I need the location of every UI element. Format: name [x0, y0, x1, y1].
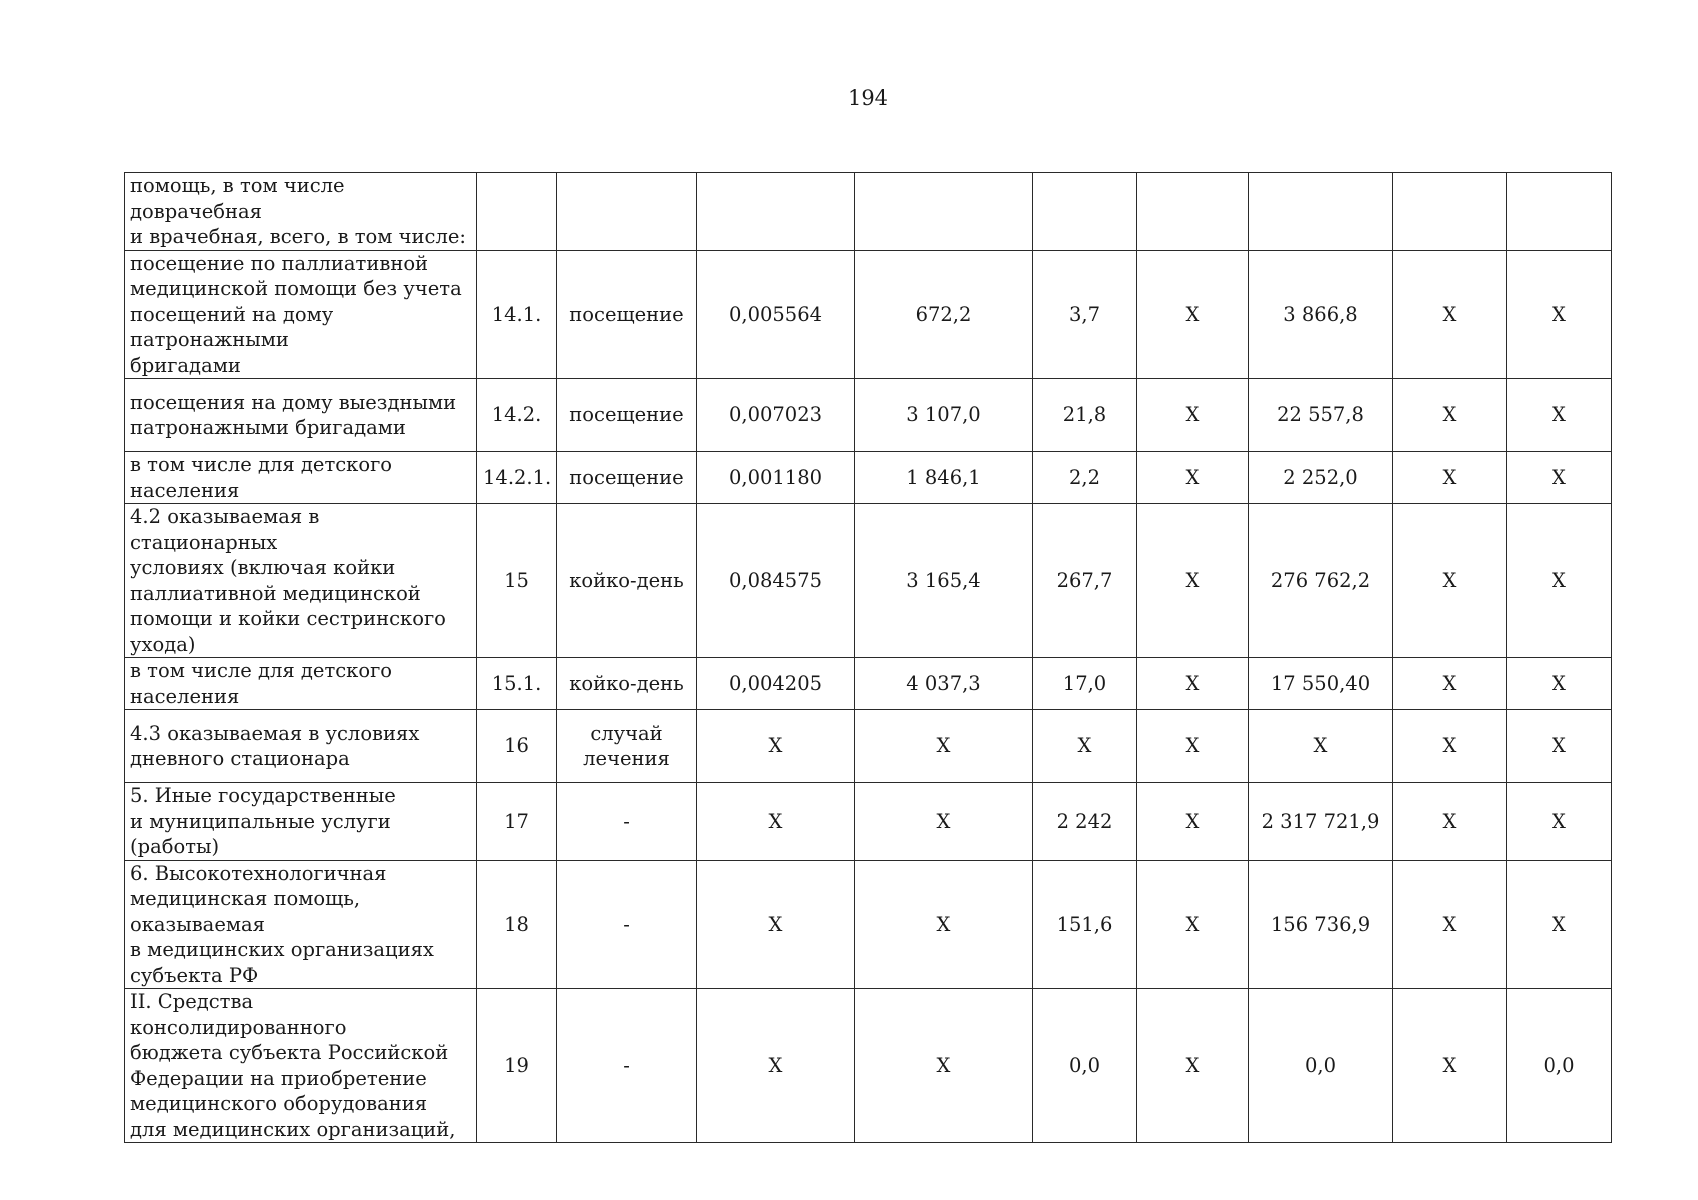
- row-name-cell: помощь, в том числе доврачебная и врачебная, всего, в том числе:: [125, 173, 477, 251]
- norm-cell: 0,004205: [697, 658, 855, 710]
- row-number-cell: 14.1.: [477, 250, 557, 379]
- row-name-cell: посещения на дому выездными патронажными бригадами: [125, 379, 477, 452]
- per-capita-cell: 2 242: [1033, 783, 1137, 861]
- row-name-cell: 4.2 оказываемая в стационарных условиях (включая койки паллиативной медицинской помощи и койки сестринского ухода): [125, 504, 477, 658]
- unit-cell: -: [557, 860, 697, 989]
- row-number-cell: 14.2.: [477, 379, 557, 452]
- total-oms-cell: X: [1393, 783, 1507, 861]
- unit-cell: койко-день: [557, 504, 697, 658]
- row-name-cell: II. Средства консолидированного бюджета субъекта Российской Федерации на приобретение медицинского оборудования для медицинских организаций,: [125, 989, 477, 1143]
- total-oms-cell: X: [1393, 860, 1507, 989]
- per-capita-oms-cell: X: [1137, 989, 1249, 1143]
- table-row: [125, 504, 1612, 658]
- cost-cell: X: [855, 860, 1033, 989]
- row-number-cell: 15.1.: [477, 658, 557, 710]
- unit-cell: койко-день: [557, 658, 697, 710]
- norm-cell: 0,007023: [697, 379, 855, 452]
- per-capita-cell: [1033, 173, 1137, 251]
- table-row: [125, 452, 1612, 504]
- norm-cell: X: [697, 783, 855, 861]
- percent-cell: X: [1507, 250, 1612, 379]
- per-capita-oms-cell: X: [1137, 504, 1249, 658]
- total-cell: 3 866,8: [1249, 250, 1393, 379]
- percent-cell: [1507, 173, 1612, 251]
- percent-cell: X: [1507, 658, 1612, 710]
- table-row: [125, 658, 1612, 710]
- row-name-cell: в том числе для детского населения: [125, 452, 477, 504]
- per-capita-cell: 0,0: [1033, 989, 1137, 1143]
- cost-cell: X: [855, 783, 1033, 861]
- table-row: [125, 250, 1612, 379]
- row-name-cell: в том числе для детского населения: [125, 658, 477, 710]
- unit-cell: посещение: [557, 250, 697, 379]
- cost-cell: 3 107,0: [855, 379, 1033, 452]
- unit-cell: случай лечения: [557, 710, 697, 783]
- row-name-cell: 6. Высокотехнологичная медицинская помощь, оказываемая в медицинских организациях субъекта РФ: [125, 860, 477, 989]
- table-row: [125, 379, 1612, 452]
- norm-cell: 0,005564: [697, 250, 855, 379]
- per-capita-oms-cell: X: [1137, 860, 1249, 989]
- unit-cell: посещение: [557, 452, 697, 504]
- page-number: 194: [847, 86, 889, 110]
- row-name-cell: 5. Иные государственные и муниципальные услуги (работы): [125, 783, 477, 861]
- cost-cell: X: [855, 989, 1033, 1143]
- percent-cell: 0,0: [1507, 989, 1612, 1143]
- total-cell: 156 736,9: [1249, 860, 1393, 989]
- table-row: [125, 783, 1612, 861]
- cost-cell: 3 165,4: [855, 504, 1033, 658]
- per-capita-oms-cell: X: [1137, 658, 1249, 710]
- table-row: [125, 989, 1612, 1143]
- total-cell: 276 762,2: [1249, 504, 1393, 658]
- per-capita-cell: 2,2: [1033, 452, 1137, 504]
- norm-cell: X: [697, 710, 855, 783]
- norm-cell: X: [697, 860, 855, 989]
- table-row: [125, 860, 1612, 989]
- row-number-cell: 14.2.1.: [477, 452, 557, 504]
- per-capita-oms-cell: X: [1137, 783, 1249, 861]
- norm-cell: X: [697, 989, 855, 1143]
- row-number-cell: 19: [477, 989, 557, 1143]
- total-oms-cell: X: [1393, 452, 1507, 504]
- per-capita-oms-cell: X: [1137, 250, 1249, 379]
- row-number-cell: 16: [477, 710, 557, 783]
- norm-cell: 0,001180: [697, 452, 855, 504]
- per-capita-cell: X: [1033, 710, 1137, 783]
- norm-cell: [697, 173, 855, 251]
- table-row: [125, 710, 1612, 783]
- per-capita-oms-cell: [1137, 173, 1249, 251]
- percent-cell: X: [1507, 710, 1612, 783]
- percent-cell: X: [1507, 504, 1612, 658]
- total-cell: 2 252,0: [1249, 452, 1393, 504]
- total-cell: 2 317 721,9: [1249, 783, 1393, 861]
- table-body: [125, 173, 1612, 1143]
- total-oms-cell: X: [1393, 710, 1507, 783]
- unit-cell: -: [557, 989, 697, 1143]
- norm-cell: 0,084575: [697, 504, 855, 658]
- per-capita-oms-cell: X: [1137, 452, 1249, 504]
- row-name-cell: 4.3 оказываемая в условиях дневного стационара: [125, 710, 477, 783]
- per-capita-cell: 21,8: [1033, 379, 1137, 452]
- cost-cell: 1 846,1: [855, 452, 1033, 504]
- row-name-cell: посещение по паллиативной медицинской помощи без учета посещений на дому патронажными бригадами: [125, 250, 477, 379]
- per-capita-oms-cell: X: [1137, 710, 1249, 783]
- row-number-cell: 15: [477, 504, 557, 658]
- unit-cell: посещение: [557, 379, 697, 452]
- total-oms-cell: X: [1393, 379, 1507, 452]
- row-number-cell: 17: [477, 783, 557, 861]
- percent-cell: X: [1507, 452, 1612, 504]
- per-capita-cell: 267,7: [1033, 504, 1137, 658]
- percent-cell: X: [1507, 783, 1612, 861]
- cost-cell: X: [855, 710, 1033, 783]
- row-number-cell: [477, 173, 557, 251]
- total-cell: X: [1249, 710, 1393, 783]
- cost-cell: 672,2: [855, 250, 1033, 379]
- total-oms-cell: X: [1393, 504, 1507, 658]
- cost-cell: 4 037,3: [855, 658, 1033, 710]
- cost-cell: [855, 173, 1033, 251]
- per-capita-cell: 17,0: [1033, 658, 1137, 710]
- percent-cell: X: [1507, 379, 1612, 452]
- row-number-cell: 18: [477, 860, 557, 989]
- unit-cell: -: [557, 783, 697, 861]
- unit-cell: [557, 173, 697, 251]
- total-oms-cell: X: [1393, 250, 1507, 379]
- total-cell: 17 550,40: [1249, 658, 1393, 710]
- total-cell: 22 557,8: [1249, 379, 1393, 452]
- per-capita-oms-cell: X: [1137, 379, 1249, 452]
- total-oms-cell: X: [1393, 989, 1507, 1143]
- data-table: [124, 172, 1612, 1143]
- percent-cell: X: [1507, 860, 1612, 989]
- total-oms-cell: X: [1393, 658, 1507, 710]
- total-oms-cell: [1393, 173, 1507, 251]
- per-capita-cell: 151,6: [1033, 860, 1137, 989]
- total-cell: 0,0: [1249, 989, 1393, 1143]
- per-capita-cell: 3,7: [1033, 250, 1137, 379]
- total-cell: [1249, 173, 1393, 251]
- table-row: [125, 173, 1612, 251]
